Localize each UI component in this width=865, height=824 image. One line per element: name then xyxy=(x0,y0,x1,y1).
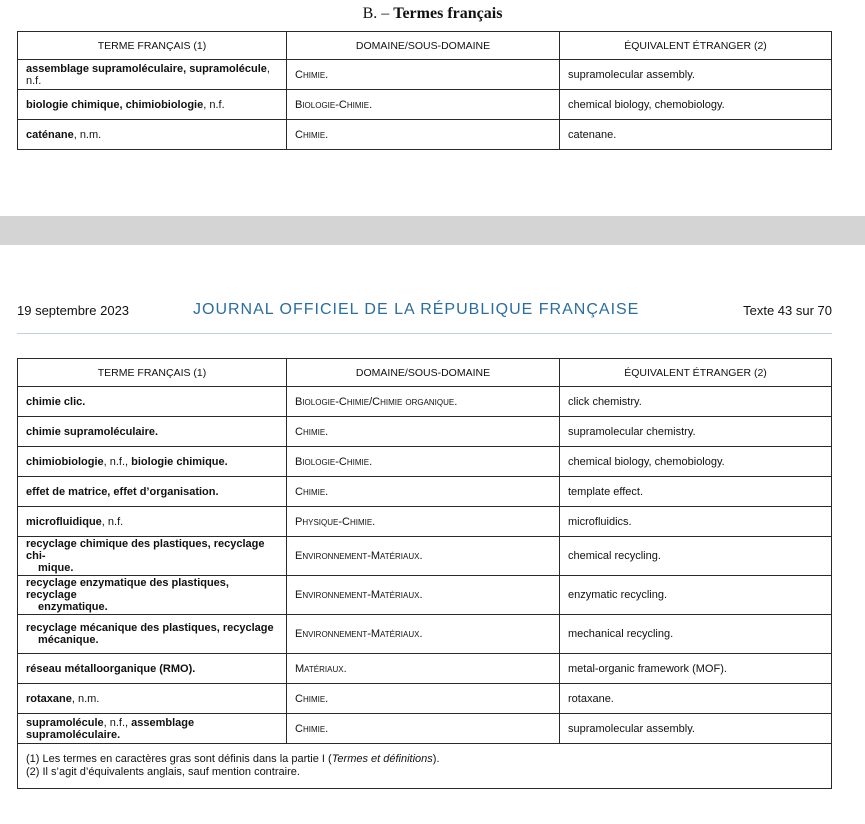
term-cell xyxy=(18,654,287,684)
term-bold: caténane xyxy=(26,128,74,141)
journal-title: JOURNAL OFFICIEL DE LA RÉPUBLIQUE FRANÇAISE xyxy=(193,301,640,318)
term-bold: biologie chimique, chimiobiologie xyxy=(26,98,204,111)
term-cell xyxy=(18,684,287,714)
domain-cell: Chimie. xyxy=(287,60,560,90)
foreign-cell: chemical recycling. xyxy=(560,537,832,576)
journal-texte-number: Texte 43 sur 70 xyxy=(743,303,832,318)
journal-header xyxy=(17,293,832,334)
table-row xyxy=(18,576,832,615)
foreign-cell: click chemistry. xyxy=(560,387,832,417)
table-row xyxy=(18,615,832,654)
table-row xyxy=(18,60,832,90)
foreign-cell: rotaxane. xyxy=(560,684,832,714)
header-terme: TERME FRANÇAIS (1) xyxy=(18,32,287,60)
term-bold: chimiobiologie xyxy=(26,455,104,468)
term-suffix: , n.f. xyxy=(26,62,270,87)
terms-table xyxy=(17,358,832,789)
domain-cell: Environnement-Matériaux. xyxy=(287,537,560,576)
header-terme: TERME FRANÇAIS (1) xyxy=(18,359,287,387)
footnote-1-prefix: (1) Les termes en caractères gras sont définis dans la partie I ( xyxy=(26,753,332,765)
term-cell xyxy=(18,447,287,477)
foreign-cell: metal-organic framework (MOF). xyxy=(560,654,832,684)
term-cell xyxy=(18,120,287,150)
footnote-2: (2) Il s’agit d’équivalents anglais, sauf mention contraire. xyxy=(26,766,300,778)
table-row xyxy=(18,714,832,744)
header-equivalent: ÉQUIVALENT ÉTRANGER (2) xyxy=(560,32,832,60)
domain-cell: Environnement-Matériaux. xyxy=(287,576,560,615)
table-row xyxy=(18,120,832,150)
domain-cell: Chimie. xyxy=(287,417,560,447)
table-row xyxy=(18,537,832,576)
term-suffix: , n.f. xyxy=(101,515,124,528)
section-title-text: Termes français xyxy=(393,5,503,22)
term-cell xyxy=(18,537,287,576)
section-title-prefix: B. – xyxy=(362,5,390,22)
table-row xyxy=(18,654,832,684)
footnote-1 xyxy=(26,753,823,766)
term-bold: chimie clic. xyxy=(26,395,86,408)
header-domaine: DOMAINE/SOUS-DOMAINE xyxy=(287,32,560,60)
term-suffix: , n.f., xyxy=(103,716,132,729)
footnotes-row xyxy=(18,744,832,789)
table-header-row xyxy=(18,32,832,60)
term-bold: réseau métalloorganique (RMO). xyxy=(26,662,196,675)
term-cell xyxy=(18,576,287,615)
foreign-cell: supramolecular assembly. xyxy=(560,714,832,744)
term-bold: recyclage mécanique des plastiques, recyclage xyxy=(26,622,274,634)
terms-table-b xyxy=(17,31,832,150)
domain-cell: Physique-Chimie. xyxy=(287,507,560,537)
table-row xyxy=(18,684,832,714)
table-row xyxy=(18,447,832,477)
term-suffix: , n.m. xyxy=(71,692,100,705)
term-bold: recyclage enzymatique des plastiques, recyclage xyxy=(26,577,229,601)
term-cell xyxy=(18,60,287,90)
term-bold-continuation: mécanique. xyxy=(38,634,99,646)
domain-cell: Environnement-Matériaux. xyxy=(287,615,560,654)
term-bold-continuation: enzymatique. xyxy=(38,601,108,613)
term-suffix: , n.f., xyxy=(103,455,132,468)
foreign-cell: supramolecular assembly. xyxy=(560,60,832,90)
foreign-cell: chemical biology, chemobiology. xyxy=(560,447,832,477)
domain-cell: Chimie. xyxy=(287,477,560,507)
term-bold: chimie supramoléculaire. xyxy=(26,425,159,438)
term-cell xyxy=(18,507,287,537)
domain-cell: Chimie. xyxy=(287,120,560,150)
foreign-cell: catenane. xyxy=(560,120,832,150)
domain-cell: Biologie-Chimie. xyxy=(287,90,560,120)
foreign-cell: microfluidics. xyxy=(560,507,832,537)
domain-cell: Matériaux. xyxy=(287,654,560,684)
term-cell xyxy=(18,90,287,120)
page-separator xyxy=(0,216,865,245)
foreign-cell: enzymatic recycling. xyxy=(560,576,832,615)
term-cell xyxy=(18,615,287,654)
table-row xyxy=(18,90,832,120)
term-bold-continuation: mique. xyxy=(38,562,74,574)
term-cell xyxy=(18,417,287,447)
table-header-row xyxy=(18,359,832,387)
term-bold: recyclage chimique des plastiques, recyclage chi- xyxy=(26,538,265,562)
domain-cell: Chimie. xyxy=(287,684,560,714)
footnotes-cell xyxy=(18,744,832,789)
term-bold: assemblage supramoléculaire, supramolécule xyxy=(26,62,267,75)
term-bold: rotaxane xyxy=(26,692,72,705)
foreign-cell: supramolecular chemistry. xyxy=(560,417,832,447)
term-cell xyxy=(18,477,287,507)
table-row xyxy=(18,507,832,537)
foreign-cell: chemical biology, chemobiology. xyxy=(560,90,832,120)
term-bold-synonym: assemblage supramoléculaire. xyxy=(26,716,195,741)
header-domaine: DOMAINE/SOUS-DOMAINE xyxy=(287,359,560,387)
domain-cell: Biologie-Chimie. xyxy=(287,447,560,477)
term-cell xyxy=(18,387,287,417)
footnote-1-suffix: ). xyxy=(432,753,440,765)
term-cell xyxy=(18,714,287,744)
footnote-1-italic: Termes et définitions xyxy=(331,753,433,765)
table-row xyxy=(18,477,832,507)
term-suffix: , n.f. xyxy=(203,98,225,111)
domain-cell: Chimie. xyxy=(287,714,560,744)
term-bold: effet de matrice, effet d’organisation. xyxy=(26,485,219,498)
section-title xyxy=(0,5,865,23)
foreign-cell: mechanical recycling. xyxy=(560,615,832,654)
domain-cell: Biologie-Chimie/Chimie organique. xyxy=(287,387,560,417)
header-equivalent: ÉQUIVALENT ÉTRANGER (2) xyxy=(560,359,832,387)
table-row xyxy=(18,387,832,417)
journal-date: 19 septembre 2023 xyxy=(17,303,130,318)
table-row xyxy=(18,417,832,447)
term-bold-synonym: biologie chimique. xyxy=(131,455,228,468)
foreign-cell: template effect. xyxy=(560,477,832,507)
term-bold: supramolécule xyxy=(26,716,104,729)
term-bold: microfluidique xyxy=(26,515,102,528)
term-suffix: , n.m. xyxy=(73,128,102,141)
